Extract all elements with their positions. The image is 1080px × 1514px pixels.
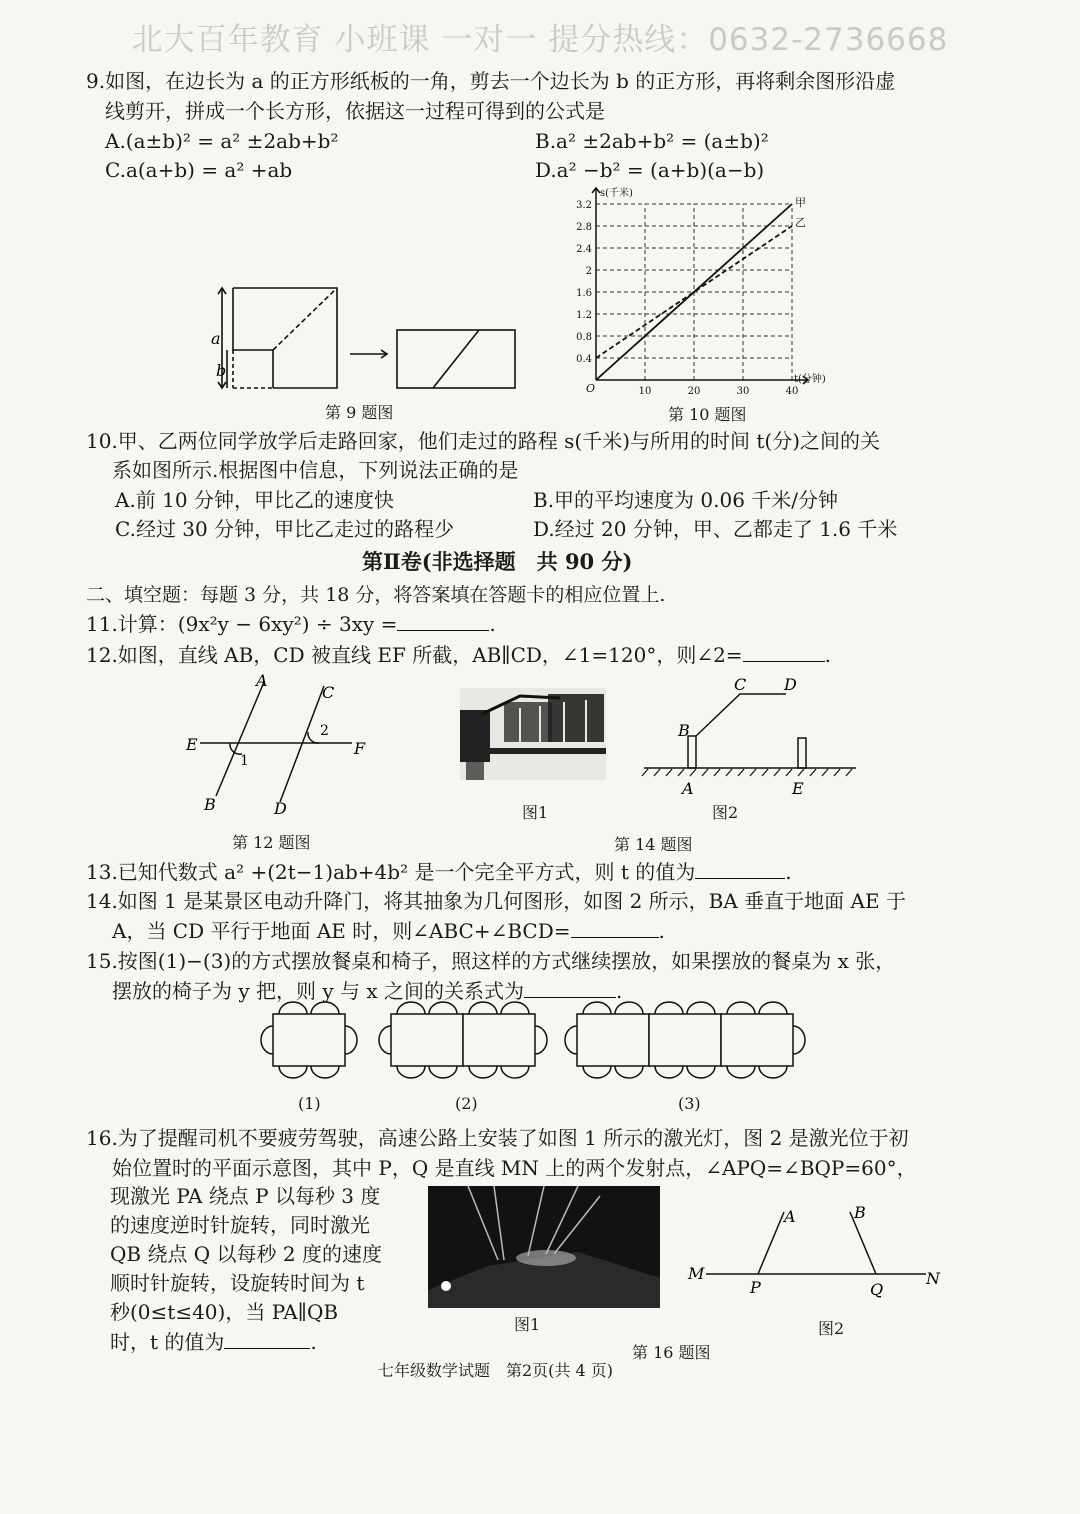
q14-stem-line1: 14.如图 1 是某景区电动升降门，将其抽象为几何图形，如图 2 所示，BA 垂直于地面 AE 于 xyxy=(86,889,906,913)
q16-stem-line7: 秒(0≤t≤40)，当 PA∥QB xyxy=(110,1300,339,1324)
q10-option-c: C.经过 30 分钟，甲比乙走过的路程少 xyxy=(115,517,455,541)
q16-text-line8: 时，t 的值为 . xyxy=(110,1330,317,1354)
q13-text: 13.已知代数式 a² +(2t−1)ab+4b² 是一个完全平方式，则 t 的值为 . xyxy=(86,860,792,884)
q12-stem: 12.如图，直线 AB，CD 被直线 EF 所截，AB∥CD，∠1=120°，则∠2= xyxy=(86,643,743,667)
q12-label-c: C xyxy=(322,683,335,702)
watermark: 北大百年教育 小班课 一对一 提分热线：0632-2736668 xyxy=(131,22,949,58)
chart-y-tick-label: 1.6 xyxy=(576,288,592,299)
chart-y-tick-label: 2 xyxy=(585,266,592,277)
chart-y-tick-label: 2.4 xyxy=(576,244,592,255)
chart-series-label-2: 乙 xyxy=(795,216,806,229)
q14-label-b: B xyxy=(678,721,690,740)
q15-answer-blank[interactable] xyxy=(524,977,616,998)
q16-stem-line3: 现激光 PA 绕点 P 以每秒 3 度 xyxy=(110,1184,381,1208)
q14-label-a: A xyxy=(682,779,694,798)
q9-caption: 第 9 题图 xyxy=(325,403,394,422)
q16-fig2-label: 图2 xyxy=(818,1319,845,1338)
q11-stem: 11.计算：(9x²y − 6xy²) ÷ 3xy = xyxy=(86,612,398,636)
q16-stem-line8: 时，t 的值为 xyxy=(110,1330,225,1354)
q9-figure xyxy=(205,282,525,394)
chart-x-tick-label: 40 xyxy=(785,386,799,397)
q9-label-a: a xyxy=(211,329,221,348)
q13-stem: 13.已知代数式 a² +(2t−1)ab+4b² 是一个完全平方式，则 t 的值为 xyxy=(86,860,696,884)
q15-label-3: (3) xyxy=(678,1094,701,1113)
q16-stem-line4: 的速度逆时针旋转，同时激光 xyxy=(110,1213,370,1237)
q12-caption: 第 12 题图 xyxy=(232,833,311,852)
chart-series-label-1: 甲 xyxy=(795,196,806,209)
q12-label-a: A xyxy=(256,672,268,690)
q16-answer-blank[interactable] xyxy=(224,1328,310,1349)
q16-stem-line1: 16.为了提醒司机不要疲劳驾驶，高速公路上安装了如图 1 所示的激光灯，图 2 是激光位于初 xyxy=(86,1126,909,1150)
q9-option-c: C.a(a+b) = a² +ab xyxy=(105,158,293,182)
section2-instructions: 二、填空题：每题 3 分，共 18 分，将答案填在答题卡的相应位置上. xyxy=(86,584,666,606)
chart-y-axis-label: s(千米) xyxy=(600,188,633,199)
q16-label-p: P xyxy=(750,1278,761,1297)
chart-y-tick-label: 2.8 xyxy=(576,222,592,233)
q12-label-e: E xyxy=(186,735,198,754)
q9-stem-line2: 线剪开，拼成一个长方形，依据这一过程可得到的公式是 xyxy=(105,99,605,123)
q9-option-b: B.a² ±2ab+b² = (a±b)² xyxy=(535,129,769,153)
q16-stem-line2: 始位置时的平面示意图，其中 P，Q 是直线 MN 上的两个发射点，∠APQ=∠BQP=60°， xyxy=(112,1156,917,1180)
q16-stem-line5: QB 绕点 Q 以每秒 2 度的速度 xyxy=(110,1242,383,1266)
q10-option-b: B.甲的平均速度为 0.06 千米/分钟 xyxy=(533,488,839,512)
q16-label-m: M xyxy=(688,1264,705,1283)
chart-x-tick-label: 10 xyxy=(638,386,652,397)
q14-photo-figure1 xyxy=(460,688,606,780)
q15-stem-line2: 摆放的椅子为 y 把，则 y 与 x 之间的关系式为 xyxy=(112,979,525,1003)
q16-label-q: Q xyxy=(870,1280,884,1299)
q9-label-b: b xyxy=(216,361,227,380)
q14-label-d: D xyxy=(784,675,797,694)
q16-figure2 xyxy=(680,1196,950,1306)
q10-option-d: D.经过 20 分钟，甲、乙都走了 1.6 千米 xyxy=(533,517,898,541)
q10-stem-line1: 10.甲、乙两位同学放学后走路回家，他们走过的路程 s(千米)与所用的时间 t(分)之间的关 xyxy=(86,429,881,453)
q10-caption: 第 10 题图 xyxy=(668,405,747,424)
q11-answer-blank[interactable] xyxy=(397,610,489,631)
chart-x-axis-label: t(分钟) xyxy=(794,374,826,385)
chart-y-tick-label: 0.8 xyxy=(576,332,592,343)
q16-caption: 第 16 题图 xyxy=(632,1343,711,1362)
q12-answer-blank[interactable] xyxy=(743,641,825,662)
chart-y-tick-label: 1.2 xyxy=(576,310,592,321)
chart-x-tick-label: 30 xyxy=(736,386,750,397)
q13-answer-blank[interactable] xyxy=(695,858,785,879)
q15-label-2: (2) xyxy=(455,1094,478,1113)
q11-text: 11.计算：(9x²y − 6xy²) ÷ 3xy = . xyxy=(86,612,496,636)
q16-label-a: A xyxy=(784,1207,796,1226)
q14-figure2 xyxy=(640,672,860,800)
q15-text-line2: 摆放的椅子为 y 把，则 y 与 x 之间的关系式为 . xyxy=(112,979,623,1003)
page-footer: 七年级数学试题 第2页(共 4 页) xyxy=(378,1361,614,1380)
chart-origin-label: O xyxy=(586,382,596,395)
q10-chart xyxy=(560,185,860,400)
q15-label-1: (1) xyxy=(298,1094,321,1113)
q12-label-angle1: 1 xyxy=(240,753,249,769)
q12-label-f: F xyxy=(354,739,366,758)
q16-fig1-label: 图1 xyxy=(514,1315,541,1334)
q12-text: 12.如图，直线 AB，CD 被直线 EF 所截，AB∥CD，∠1=120°，则∠2= . xyxy=(86,643,831,667)
q16-photo-figure1 xyxy=(428,1186,660,1308)
q12-label-angle2: 2 xyxy=(320,723,329,739)
chart-y-tick-label: 3.2 xyxy=(576,200,592,211)
section2-header: 第Ⅱ卷(非选择题 共 90 分) xyxy=(362,549,633,574)
q9-option-a: A.(a±b)² = a² ±2ab+b² xyxy=(105,129,339,153)
chart-y-tick-label: 0.4 xyxy=(576,354,592,365)
q9-option-d: D.a² −b² = (a+b)(a−b) xyxy=(535,158,765,182)
q9-stem-line1: 9.如图，在边长为 a 的正方形纸板的一角，剪去一个边长为 b 的正方形，再将剩余图形沿虚 xyxy=(86,69,896,93)
q12-label-d: D xyxy=(274,799,287,818)
q12-label-b: B xyxy=(204,795,216,814)
q16-label-n: N xyxy=(926,1269,940,1288)
q16-label-b: B xyxy=(854,1203,866,1222)
q14-stem-line2: A，当 CD 平行于地面 AE 时，则∠ABC+∠BCD= xyxy=(112,919,571,943)
q14-label-e: E xyxy=(792,779,804,798)
q14-answer-blank[interactable] xyxy=(571,917,659,938)
q14-text-line2: A，当 CD 平行于地面 AE 时，则∠ABC+∠BCD= . xyxy=(112,919,665,943)
q16-stem-line6: 顺时针旋转，设旋转时间为 t xyxy=(110,1271,365,1295)
chart-x-tick-label: 20 xyxy=(687,386,701,397)
q10-stem-line2: 系如图所示.根据图中信息，下列说法正确的是 xyxy=(112,458,519,482)
q10-option-a: A.前 10 分钟，甲比乙的速度快 xyxy=(115,488,394,512)
q15-stem-line1: 15.按图(1)−(3)的方式摆放餐桌和椅子，照这样的方式继续摆放，如果摆放的餐桌为 x 张， xyxy=(86,949,896,973)
q14-fig1-label: 图1 xyxy=(522,803,549,822)
q14-fig2-label: 图2 xyxy=(712,803,739,822)
q12-figure xyxy=(180,672,380,822)
q14-label-c: C xyxy=(734,675,747,694)
q14-caption: 第 14 题图 xyxy=(614,835,693,854)
q15-figure xyxy=(255,1000,815,1090)
